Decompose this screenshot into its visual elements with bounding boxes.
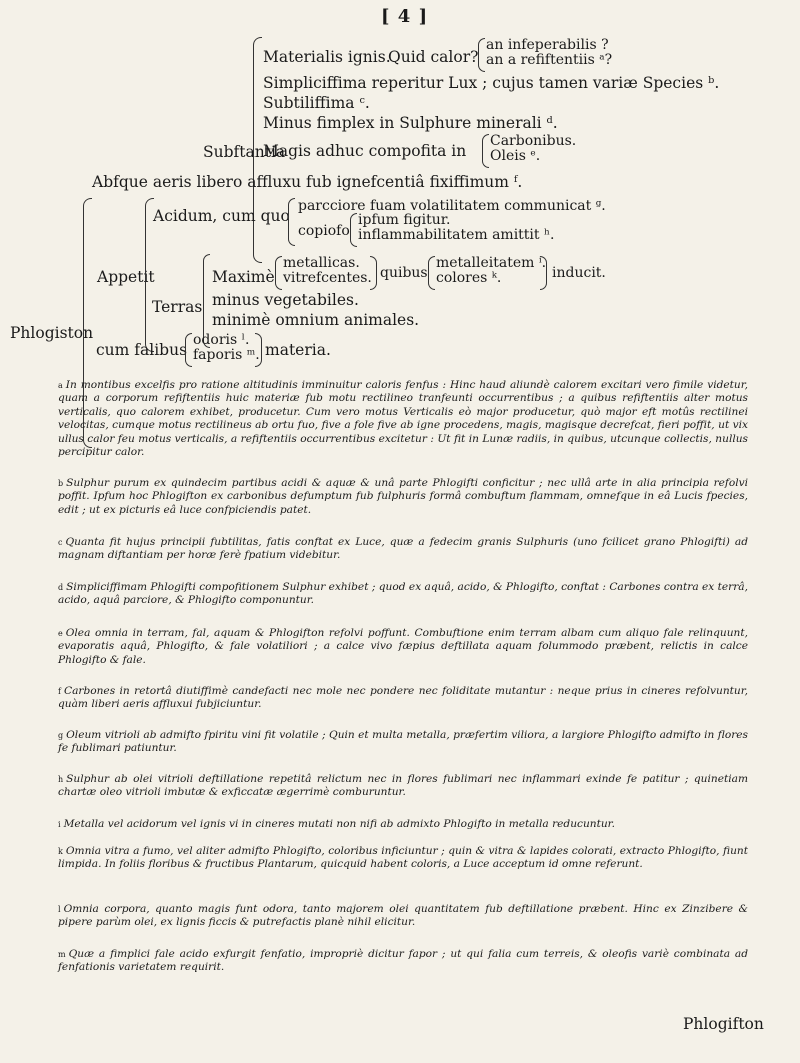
footnote bbox=[58, 773, 748, 800]
cum-options bbox=[193, 333, 260, 363]
subtilissima: Subtiliffima ᶜ. bbox=[263, 94, 370, 112]
footnote bbox=[58, 477, 748, 517]
absque-aeris: Abfque aeris libero affluxu fub ignefcentiâ fixiffimum ᶠ. bbox=[92, 173, 523, 191]
minime-animales: minimè omnium animales. bbox=[212, 311, 420, 329]
terras-label: Terras bbox=[152, 298, 203, 316]
magis-options bbox=[490, 134, 576, 164]
quibus-brace bbox=[428, 256, 435, 290]
catchword: Phlogifton bbox=[683, 1015, 764, 1033]
oleis: Oleis ᵉ. bbox=[490, 148, 541, 164]
substantia-label: Subftantia bbox=[203, 143, 286, 161]
footnote bbox=[58, 581, 748, 608]
footnote bbox=[58, 948, 748, 975]
materia: materia. bbox=[265, 341, 331, 359]
footnote bbox=[58, 379, 748, 459]
maxime: Maximè bbox=[212, 268, 275, 286]
magis-adhuc: Magis adhuc compofita in bbox=[263, 142, 467, 160]
calor-brace bbox=[478, 38, 485, 72]
footnote bbox=[58, 685, 748, 712]
footnote bbox=[58, 818, 748, 831]
scheme-root-label: Phlogiston bbox=[10, 324, 94, 342]
vitrescentes: vitrefcentes. bbox=[283, 270, 372, 286]
footnote-text: Omnia corpora, quanto magis funt odora, tanto majorem olei quantitatem fub deftillatione præbent. Hinc ex Zinzibere & pipere parùm olei, ex lignis ficcis & putrefactis planè nihil elicitur. bbox=[58, 903, 748, 929]
copioso-options bbox=[358, 213, 555, 243]
footnote-mark: l bbox=[58, 905, 61, 914]
footnote-text: Carbones in retortâ diutiffimè candefacti nec mole nec pondere nec foliditate mutantur : neque prius in cineres refolvuntur, quàm liberi aeris affluxui fubjiciuntur. bbox=[58, 685, 748, 711]
calor-option-2: an a refiftentiis ᵃ? bbox=[486, 52, 613, 68]
materialis-ignis: Materialis ignis. bbox=[263, 48, 391, 66]
quibus-options bbox=[436, 256, 546, 286]
inflammabilitatem: inflammabilitatem amittit ʰ. bbox=[358, 227, 555, 243]
maxime-options bbox=[283, 256, 372, 286]
footnote-mark: k bbox=[58, 847, 63, 856]
footnote-text: Simpliciffimam Phlogifti compofitionem Sulphur exhibet ; quod ex aquâ, acido, & Phlogifto, conftat : Carbones contra ex terrâ, acido, aquâ parciore, & Phlogifto componuntur. bbox=[58, 581, 748, 607]
substantia-brace bbox=[253, 37, 262, 263]
footnote bbox=[58, 627, 748, 667]
acidum-brace bbox=[288, 198, 295, 246]
calor-options bbox=[486, 38, 612, 68]
footnote-mark: c bbox=[58, 538, 63, 547]
cum-brace bbox=[185, 333, 192, 367]
maxime-close-brace bbox=[370, 256, 377, 290]
footnote bbox=[58, 903, 748, 930]
cum-salibus: cum falibus bbox=[96, 341, 188, 359]
appetit-label: Appetit bbox=[97, 268, 155, 286]
footnote-mark: m bbox=[58, 950, 66, 959]
footnote bbox=[58, 536, 748, 563]
footnote-mark: g bbox=[58, 731, 64, 740]
cum-close-brace bbox=[255, 333, 262, 367]
footnote-mark: e bbox=[58, 629, 63, 638]
footnote-mark: d bbox=[58, 583, 64, 592]
footnote bbox=[58, 845, 748, 872]
footnote-text: Quanta fit hujus principii fubtilitas, fatis conftat ex Luce, quæ a fedecim granis Sulphuris (uno fcilicet grano Phlogifti) ad magnam diftantiam per horæ ferè fpatium videbitur. bbox=[58, 536, 748, 562]
odoris: odoris ˡ. bbox=[193, 332, 250, 348]
footnote-mark: f bbox=[58, 687, 61, 696]
quid-calor: Quid calor? bbox=[388, 48, 479, 66]
metalleitatem: metalleitatem ⁱ. bbox=[436, 255, 547, 271]
footnote-mark: i bbox=[58, 820, 61, 829]
quibus: quibus bbox=[380, 265, 428, 281]
acidum-cum-quo: Acidum, cum quo bbox=[153, 207, 290, 225]
calor-option-1: an infeperabilis ? bbox=[486, 37, 609, 53]
footnote-text: Sulphur purum ex quindecim partibus acidi & aquæ & unâ parte Phlogifti conficitur ; nec ullâ arte in alia principia refolvi poffit. Ipfum hoc Phlogifton ex carbonibus defumptum fub fulphuris formâ combuftum flammam, omnefque in eâ Lucis fpecies, edit ; ut ex picturis eâ luce confpiciendis patet. bbox=[58, 477, 748, 516]
quibus-close-brace bbox=[540, 256, 547, 290]
colores: colores ᵏ. bbox=[436, 270, 502, 286]
footnote-mark: h bbox=[58, 775, 64, 784]
footnote-text: Sulphur ab olei vitrioli deftillatione repetitâ relictum nec in flores fublimari nec inflammari exinde fe patitur ; quinetiam chartæ oleo vitrioli imbutæ & exficcatæ ægerrimè comburuntur. bbox=[58, 773, 748, 799]
footnote-text: Oleum vitrioli ab admifto fpiritu vini fit volatile ; Quin et multa metalla, præfertim viliora, a largiore Phlogifto admifto in flores fe fublimari patiuntur. bbox=[58, 729, 748, 755]
footnote-text: Olea omnia in terram, fal, aquam & Phlogifton refolvi poffunt. Combuftione enim terram albam cum aliquo fale relinquunt, evaporatis aquâ, Phlogifto, & fale volatiliori ; a calce vivo fæpius deftillata aquam folummodo præbent, relictis in calce Phlogifto & fale. bbox=[58, 627, 748, 666]
page-number: [ 4 ] bbox=[381, 6, 429, 27]
metallicas: metallicas. bbox=[283, 255, 360, 271]
footnote bbox=[58, 729, 748, 756]
parcciore: parcciore fuam volatilitatem communicat ᵍ. bbox=[298, 198, 606, 214]
copioso: copiofo bbox=[298, 223, 350, 239]
minus-simplex: Minus fimplex in Sulphure minerali ᵈ. bbox=[263, 114, 558, 132]
copioso-brace bbox=[350, 213, 357, 247]
footnote-mark: b bbox=[58, 479, 64, 488]
footnote-text: In montibus excelfis pro ratione altitudinis imminuitur caloris fenfus : Hinc haud aliundè calorem excitari vero fimile videtur, quam a corporum refiftentiis huic materiæ fub motu rectilineo tranfeunti occurrentibus ; a quibus refiftentiis alter motus verticalis, quo calorem exhibet, producetur. Cum vero motus Verticalis eò major producetur, quò major eft motûs rectilinei velocitas, cumque motus rectilineus ab ortu fuo, five a fole five ab igne procedens, magis, magisque decrefcat, fieri poffit, ut vix ullus calor feu motus verticalis, a refiftentiis occurrentibus excitetur : Ut fit in Lunæ radiis, in quibus, utcunque collectis, nullus percipitur calor. bbox=[58, 379, 748, 459]
simplicissima-lux: Simpliciffima reperitur Lux ; cujus tamen variæ Species ᵇ. bbox=[263, 74, 720, 92]
footnote-text: Omnia vitra a fumo, vel aliter admifto Phlogifto, coloribus inficiuntur ; quin & vitra & lapides colorati, extracto Phlogifto, fiunt limpida. In foliis floribus & fructibus Plantarum, quicquid habent coloris, a Luce acceptum id omne referunt. bbox=[58, 845, 748, 871]
ipsum-figitur: ipfum figitur. bbox=[358, 212, 451, 228]
minus-vegetabiles: minus vegetabiles. bbox=[212, 291, 359, 309]
footnote-mark: a bbox=[58, 381, 63, 390]
saporis: faporis ᵐ. bbox=[193, 347, 260, 363]
inducit: inducit. bbox=[552, 265, 606, 281]
footnote-text: Quæ a fimplici fale acido exfurgit fenfatio, impropriè dicitur fapor ; ut qui falia cum terreis, & oleofis variè combinata ad fenfationis varietatem requirit. bbox=[58, 948, 748, 974]
carbonibus: Carbonibus. bbox=[490, 133, 577, 149]
footnote-text: Metalla vel acidorum vel ignis vi in cineres mutati non nifi ab admixto Phlogifto in metalla reducuntur. bbox=[63, 818, 615, 830]
maxime-brace bbox=[275, 256, 282, 290]
magis-brace bbox=[482, 134, 489, 168]
